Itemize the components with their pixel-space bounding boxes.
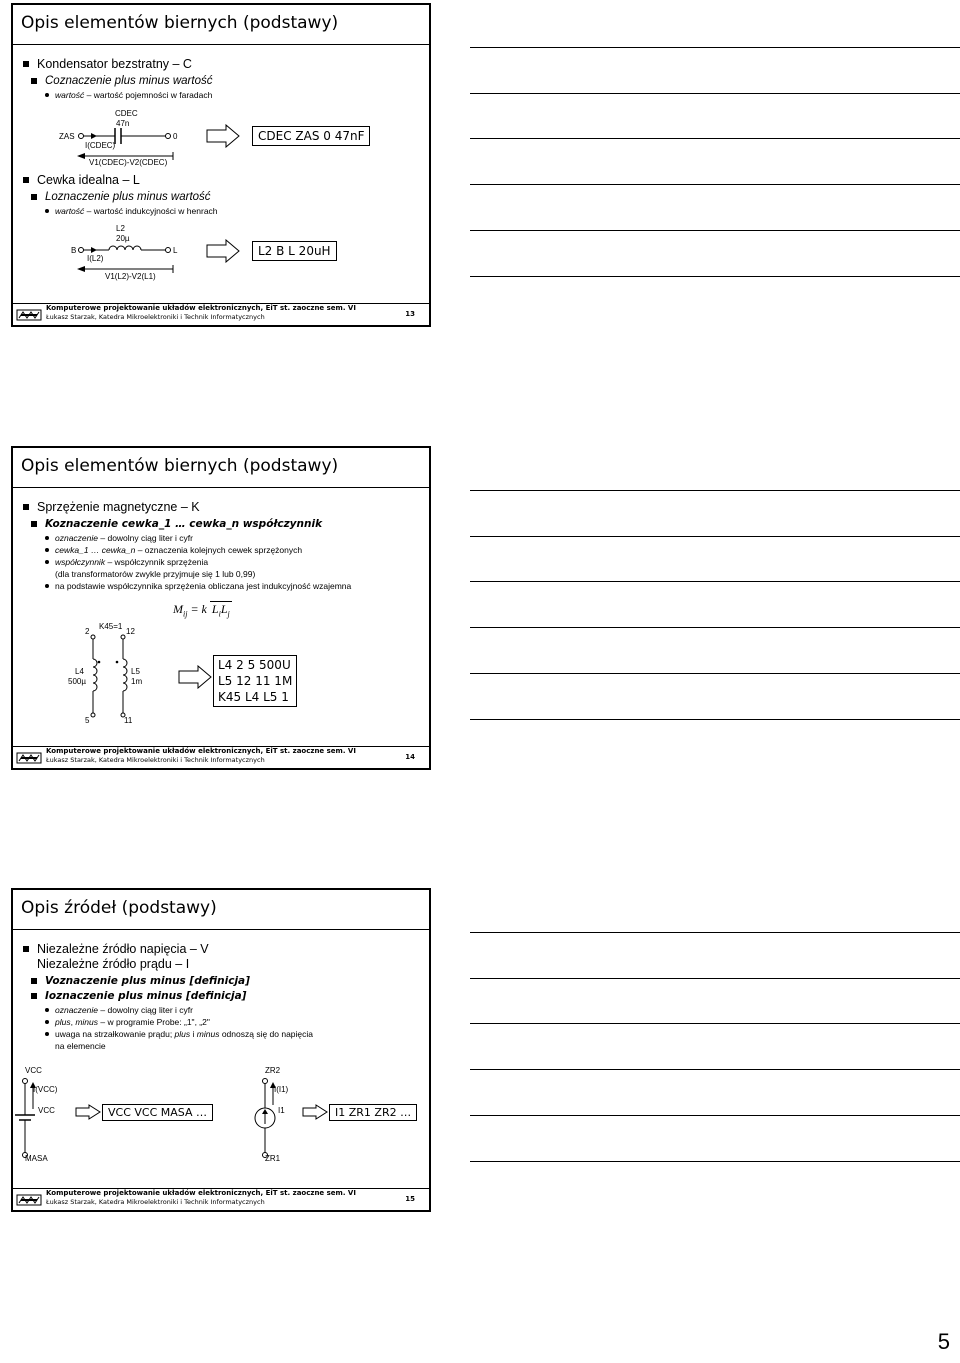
note-line bbox=[470, 1161, 960, 1162]
netlist-line: K45 L4 L5 1 bbox=[218, 690, 289, 704]
title-divider bbox=[13, 929, 429, 930]
note-line bbox=[470, 673, 960, 674]
arrow-right-icon bbox=[206, 239, 240, 263]
netlist-line: L5 12 11 1M bbox=[218, 674, 293, 688]
dot-bullet-icon bbox=[45, 209, 49, 213]
title-divider bbox=[13, 487, 429, 488]
slide-footer bbox=[13, 746, 429, 768]
square-bullet-icon bbox=[23, 504, 29, 510]
note-line bbox=[470, 1115, 960, 1116]
bullet-item: współczynnik – współczynnik sprzężenia bbox=[21, 556, 423, 568]
node-label: 12 bbox=[126, 627, 135, 636]
slide-footer bbox=[13, 1188, 429, 1210]
section-heading: Kondensator bezstratny – C bbox=[21, 57, 423, 72]
node-left-label: ZAS bbox=[59, 132, 75, 141]
note-line bbox=[470, 93, 960, 94]
voltage-label: V1(L2)-V2(L1) bbox=[105, 272, 156, 281]
bullet-item: na podstawie współczynnika sprzężenia obliczana jest indukcyjność wzajemna bbox=[21, 580, 423, 592]
square-bullet-icon bbox=[31, 978, 37, 984]
section-heading: Sprzężenie magnetyczne – K bbox=[21, 500, 423, 515]
syntax-line: Ioznaczenie plus minus [definicja] bbox=[21, 989, 423, 1004]
square-bullet-icon bbox=[31, 993, 37, 999]
inductor-value: 20µ bbox=[116, 234, 130, 243]
current-label: I(I1) bbox=[274, 1085, 289, 1094]
capacitor-value: 47n bbox=[116, 119, 130, 128]
title-divider bbox=[13, 44, 429, 45]
section-heading-line2: Niezależne źródło prądu – I bbox=[37, 957, 190, 971]
slide-15 bbox=[11, 888, 431, 1212]
slide-number: 15 bbox=[405, 1195, 415, 1203]
note-line bbox=[470, 978, 960, 979]
square-bullet-icon bbox=[31, 521, 37, 527]
dot-bullet-icon bbox=[45, 584, 49, 588]
node-label: ZR2 bbox=[265, 1066, 281, 1075]
node-label: ZR1 bbox=[265, 1154, 281, 1163]
page-number: 5 bbox=[937, 1329, 950, 1354]
inductor-name: L2 bbox=[116, 224, 125, 233]
bullet-continuation: na elemencie bbox=[55, 1041, 106, 1051]
slide-number: 14 bbox=[405, 753, 415, 761]
slide-13 bbox=[11, 3, 431, 327]
dot-bullet-icon bbox=[45, 548, 49, 552]
source-name: VCC bbox=[38, 1106, 55, 1115]
slide-number: 13 bbox=[405, 310, 415, 318]
node-label: MASA bbox=[25, 1154, 48, 1163]
footer-course: Komputerowe projektowanie układów elektronicznych, EiT st. zaoczne sem. VI bbox=[46, 747, 356, 755]
dot-bullet-icon bbox=[45, 1020, 49, 1024]
node-label: 5 bbox=[85, 716, 90, 725]
footer-course: Komputerowe projektowanie układów elektronicznych, EiT st. zaoczne sem. VI bbox=[46, 304, 356, 312]
slide-title: Opis elementów biernych (podstawy) bbox=[21, 13, 339, 33]
university-logo-icon bbox=[16, 751, 42, 765]
dot-bullet-icon bbox=[45, 536, 49, 540]
bullet-item: cewka_1 … cewka_n – oznaczenia kolejnych cewek sprzężonych bbox=[21, 544, 423, 556]
arrow-right-icon bbox=[75, 1104, 101, 1120]
netlist-result: CDEC ZAS 0 47nF bbox=[252, 126, 370, 146]
syntax-line: Coznaczenie plus minus wartość bbox=[21, 74, 423, 89]
footer-author: Łukasz Starzak, Katedra Mikroelektroniki i Technik Informatycznych bbox=[46, 756, 265, 764]
mutual-inductance-formula: $M_{ij} = k$ $L_iL_j$ bbox=[173, 602, 230, 619]
square-bullet-icon bbox=[23, 177, 29, 183]
source-name: I1 bbox=[278, 1106, 285, 1115]
section-heading: Niezależne źródło napięcia – V bbox=[21, 942, 423, 957]
current-label: I(L2) bbox=[87, 254, 104, 263]
section-heading: Cewka idealna – L bbox=[21, 173, 423, 188]
arrow-right-icon bbox=[178, 665, 212, 689]
note-line bbox=[470, 490, 960, 491]
current-label: I(VCC) bbox=[33, 1085, 58, 1094]
current-label: I(CDEC) bbox=[85, 141, 116, 150]
note-line bbox=[470, 184, 960, 185]
arrow-right-icon bbox=[206, 124, 240, 148]
note-line bbox=[470, 932, 960, 933]
dot-bullet-icon bbox=[45, 1032, 49, 1036]
note-line bbox=[470, 627, 960, 628]
slide-content-2 bbox=[21, 173, 423, 217]
coupling-label: K45=1 bbox=[99, 622, 123, 631]
square-bullet-icon bbox=[31, 194, 37, 200]
bullet-continuation: (dla transformatorów zwykle przyjmuje się 1 lub 0,99) bbox=[55, 569, 256, 579]
note-line bbox=[470, 47, 960, 48]
inductor-value: 1m bbox=[131, 677, 143, 686]
voltage-label: V1(CDEC)-V2(CDEC) bbox=[89, 158, 168, 167]
bullet-item: uwaga na strzałkowanie prądu; plus i minus odnoszą się do napięcia bbox=[21, 1028, 423, 1040]
node-label: 2 bbox=[85, 627, 90, 636]
inductor-name: L4 bbox=[75, 667, 84, 676]
node-left-label: B bbox=[71, 246, 77, 255]
note-line bbox=[470, 1023, 960, 1024]
netlist-result: L2 B L 20uH bbox=[252, 241, 337, 261]
footer-course: Komputerowe projektowanie układów elektronicznych, EiT st. zaoczne sem. VI bbox=[46, 1189, 356, 1197]
note-line bbox=[470, 230, 960, 231]
syntax-line: Koznaczenie cewka_1 … cewka_n współczynnik bbox=[21, 517, 423, 532]
footer-author: Łukasz Starzak, Katedra Mikroelektroniki i Technik Informatycznych bbox=[46, 1198, 265, 1206]
coupled-inductors-diagram bbox=[13, 623, 193, 723]
square-bullet-icon bbox=[31, 78, 37, 84]
slide-content bbox=[21, 942, 423, 1052]
node-label: 11 bbox=[124, 716, 133, 725]
netlist-result: I1 ZR1 ZR2 … bbox=[329, 1104, 417, 1121]
inductor-value: 500µ bbox=[68, 677, 86, 686]
bullet-item: wartość – wartość indukcyjności w henrach bbox=[21, 205, 423, 217]
slide-14 bbox=[11, 446, 431, 770]
university-logo-icon bbox=[16, 1193, 42, 1207]
square-bullet-icon bbox=[23, 946, 29, 952]
bullet-item: oznaczenie – dowolny ciąg liter i cyfr bbox=[21, 532, 423, 544]
bullet-item: wartość – wartość pojemności w faradach bbox=[21, 89, 423, 101]
arrow-right-icon bbox=[302, 1104, 328, 1120]
netlist-result bbox=[213, 655, 297, 707]
square-bullet-icon bbox=[23, 61, 29, 67]
slide-title: Opis elementów biernych (podstawy) bbox=[21, 456, 339, 476]
netlist-line: L4 2 5 500U bbox=[218, 658, 291, 672]
capacitor-name: CDEC bbox=[115, 109, 138, 118]
note-line bbox=[470, 581, 960, 582]
netlist-result: VCC VCC MASA … bbox=[102, 1104, 213, 1121]
slide-footer bbox=[13, 303, 429, 325]
inductor-name: L5 bbox=[131, 667, 140, 676]
dot-bullet-icon bbox=[45, 560, 49, 564]
note-line bbox=[470, 1069, 960, 1070]
slide-content bbox=[21, 500, 423, 592]
footer-author: Łukasz Starzak, Katedra Mikroelektroniki i Technik Informatycznych bbox=[46, 313, 265, 321]
bullet-item: oznaczenie – dowolny ciąg liter i cyfr bbox=[21, 1004, 423, 1016]
dot-bullet-icon bbox=[45, 93, 49, 97]
syntax-line: Loznaczenie plus minus wartość bbox=[21, 190, 423, 205]
node-label: VCC bbox=[25, 1066, 42, 1075]
node-right-label: L bbox=[173, 246, 178, 255]
university-logo-icon bbox=[16, 308, 42, 322]
slide-title: Opis źródeł (podstawy) bbox=[21, 898, 217, 918]
dot-bullet-icon bbox=[45, 1008, 49, 1012]
node-right-label: 0 bbox=[173, 132, 178, 141]
note-line bbox=[470, 719, 960, 720]
note-line bbox=[470, 138, 960, 139]
note-line bbox=[470, 536, 960, 537]
bullet-item: plus, minus – w programie Probe: „1", „2" bbox=[21, 1016, 423, 1028]
syntax-line: Voznaczenie plus minus [definicja] bbox=[21, 974, 423, 989]
note-line bbox=[470, 276, 960, 277]
slide-content bbox=[21, 57, 423, 101]
